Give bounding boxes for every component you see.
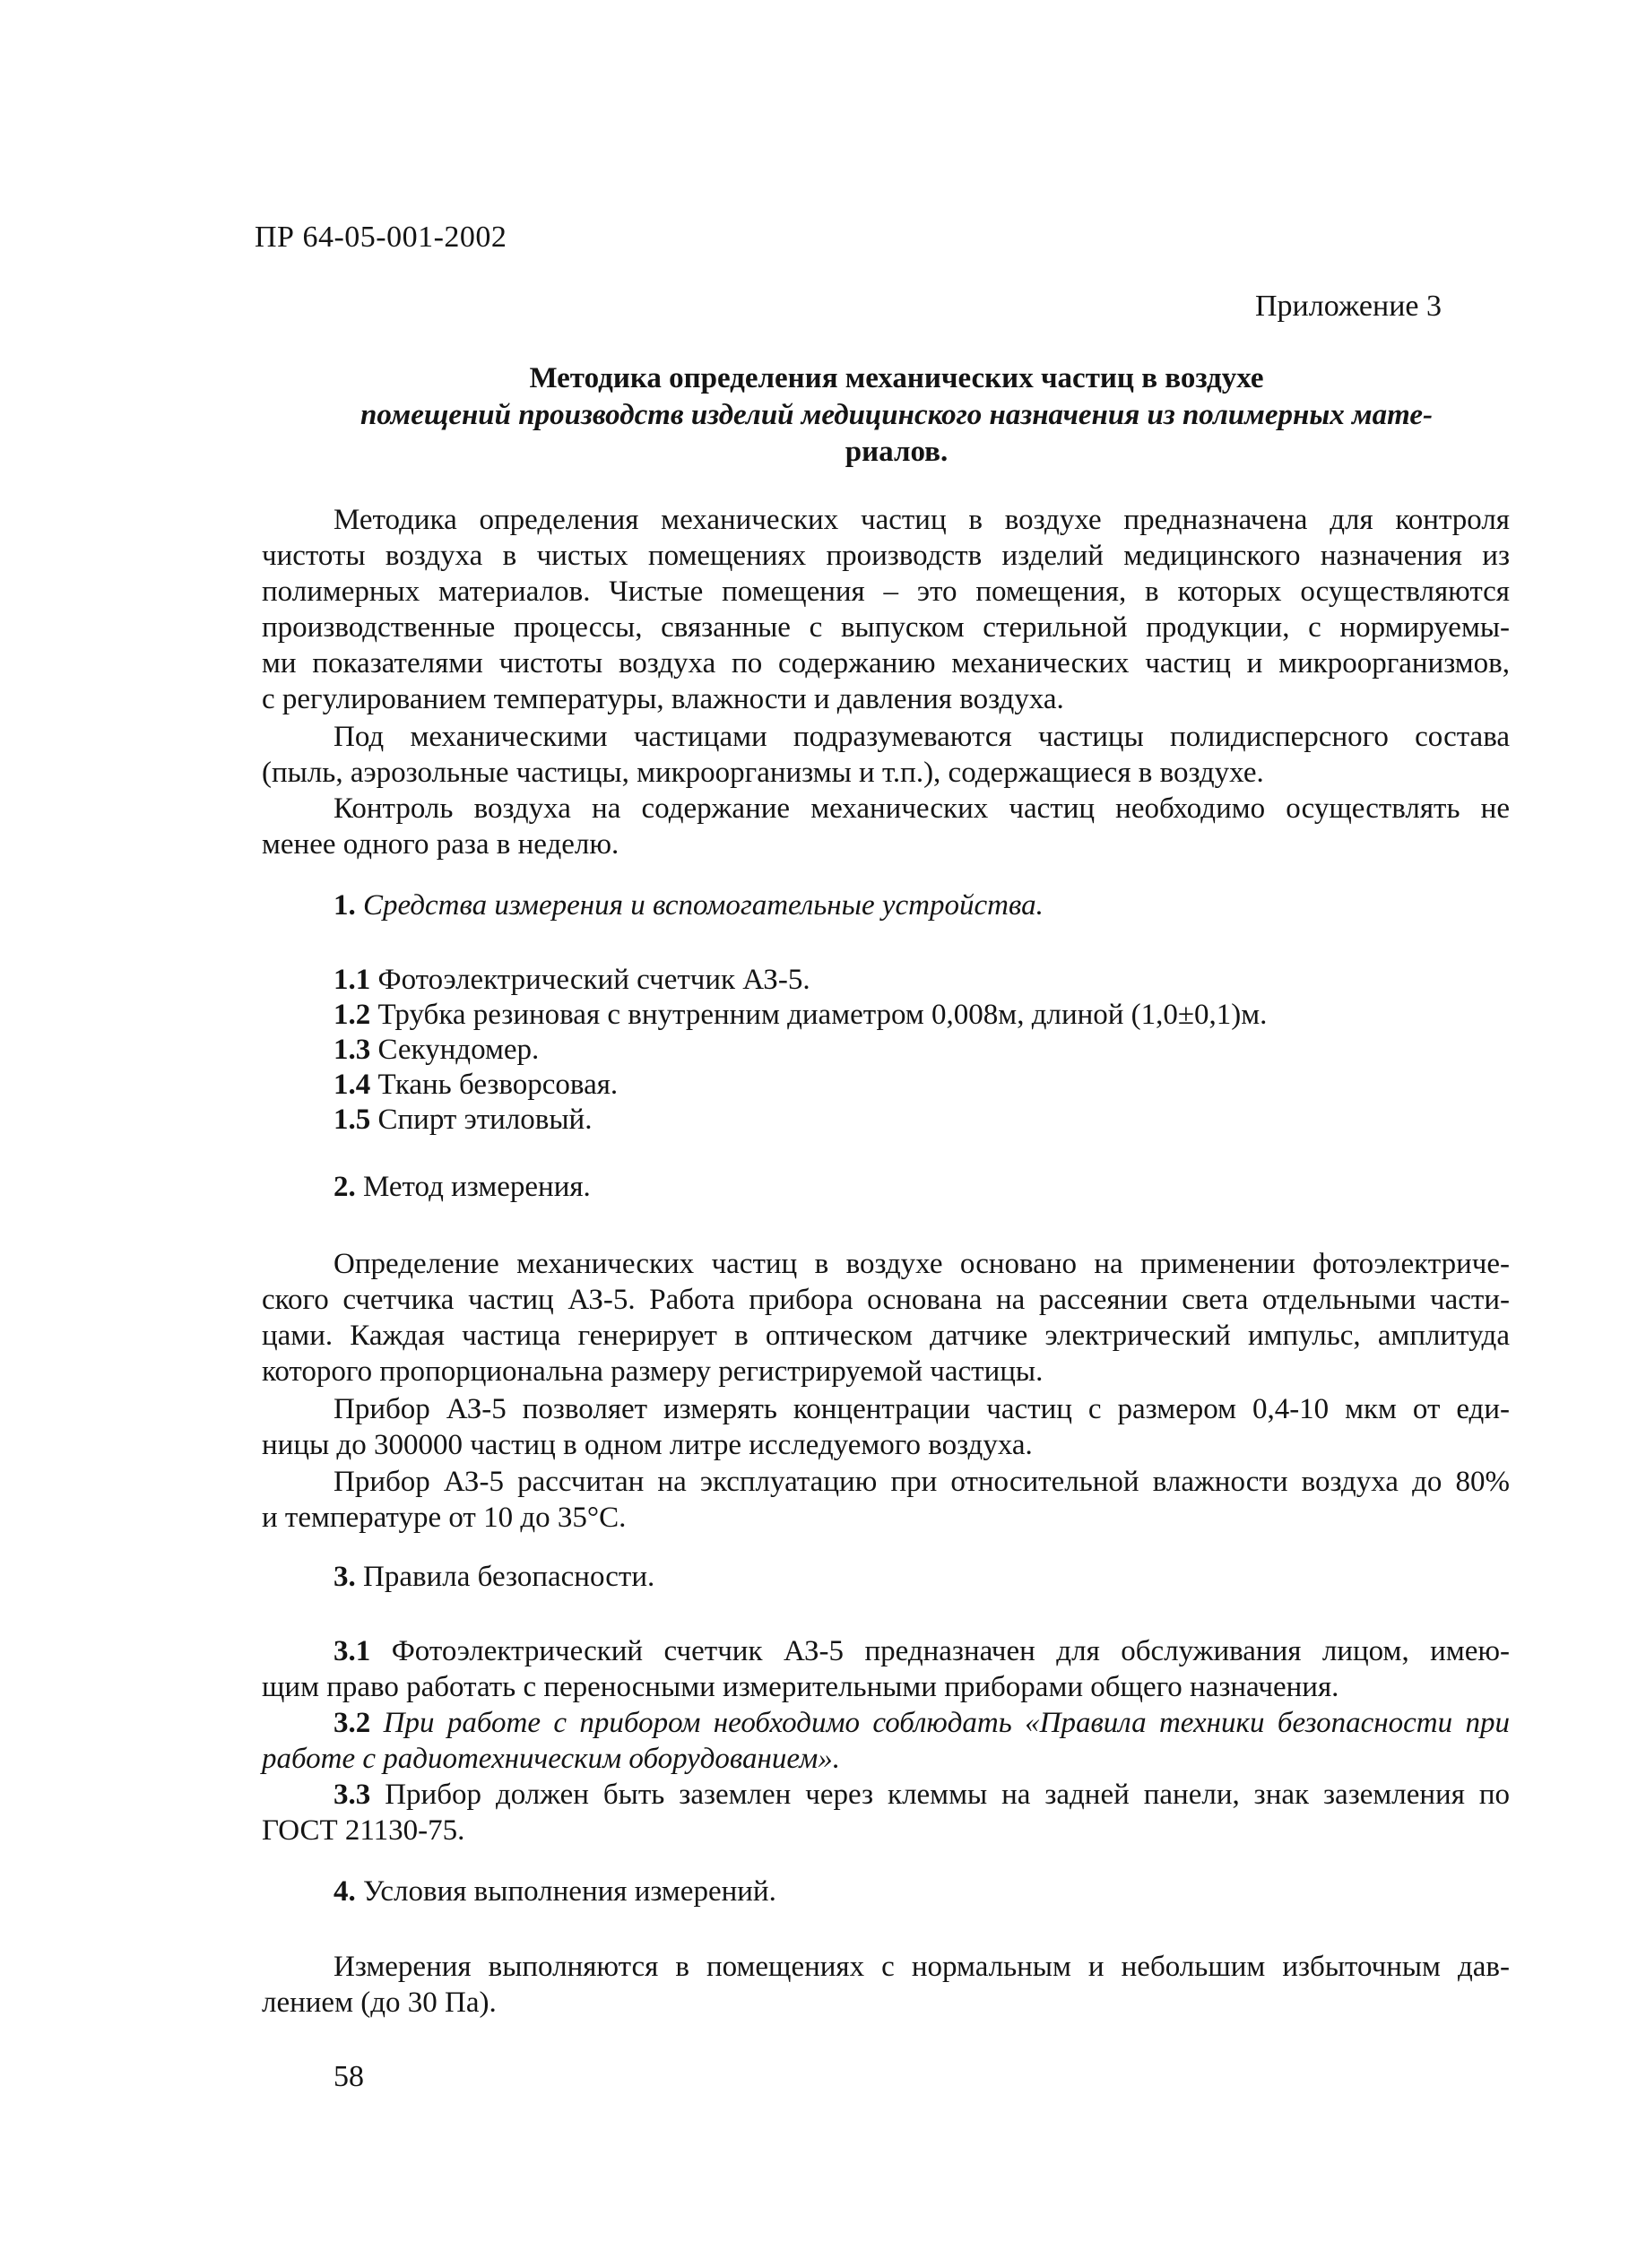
text-line: Определение механических частиц в воздухе основано на применении фотоэлектриче- [334,1248,1510,1280]
section-4-heading [334,1875,776,1909]
title-line-3: риалов. [845,436,949,468]
text-line: и температуре от 10 до 35°С. [262,1502,627,1534]
intro-paragraph-1 [262,502,1510,717]
item-number: 1.4 [334,1069,371,1101]
text-line: ми показателями чистоты воздуха по содержанию механических частиц и микроорганизмов, [262,647,1510,680]
page-number: 58 [334,2060,364,2093]
text-line: полимерных материалов. Чистые помещения – это помещения, в которых осуществляются [262,576,1510,608]
section-3-item-1 [262,1633,1510,1705]
text-line [262,1777,1510,1813]
text-line: Под механическими частицами подразумеваются частицы полидисперсного состава [334,721,1510,753]
item-text: Прибор должен быть заземлен через клеммы на задней панели, знак заземления по [370,1779,1510,1811]
item-number: 1.3 [334,1034,371,1066]
text-line: лением (до 30 Па). [262,1987,497,2019]
intro-paragraph-2 [262,719,1510,791]
text-line: щим право работать с переносными измерительными приборами общего назначения. [262,1671,1339,1703]
section-2-paragraph-1 [262,1246,1510,1389]
list-item [334,1034,539,1067]
section-title: Условия выполнения измерений. [355,1875,776,1908]
section-title: Правила безопасности. [355,1561,655,1593]
title-line-1: Методика определения механических частиц в воздухе [529,362,1264,394]
text-line: Измерения выполняются в помещениях с нормальным и небольшим избыточным дав- [334,1951,1510,1983]
section-3-item-3 [262,1777,1510,1848]
text-line: ГОСТ 21130-75. [262,1814,465,1847]
item-text: Секундомер. [370,1034,540,1066]
text-line [262,1705,1510,1741]
section-4-paragraph-1 [262,1949,1510,2021]
text-line: (пыль, аэрозольные частицы, микроорганизмы и т.п.), содержащиеся в воздухе. [262,757,1264,789]
section-3-heading [334,1561,654,1594]
item-number: 1.2 [334,999,371,1031]
text-line: Контроль воздуха на содержание механических частиц необходимо осуществлять не [334,792,1510,825]
appendix-label: Приложение 3 [1255,290,1442,323]
document-code: ПР 64-05-001-2002 [255,221,507,254]
section-number: 3. [334,1561,356,1593]
text-line: Прибор АЗ-5 позволяет измерять концентрации частиц с размером 0,4-10 мкм от еди- [334,1393,1510,1425]
item-text: Трубка резиновая с внутренним диаметром 0,008м, длиной (1,0±0,1)м. [370,999,1268,1031]
section-2-paragraph-3 [262,1464,1510,1536]
item-number: 1.1 [334,964,371,996]
section-1-heading [334,889,1044,922]
text-line: цами. Каждая частица генерирует в оптическом датчике электрический импульс, амплитуда [262,1320,1510,1352]
text-line: Прибор АЗ-5 рассчитан на эксплуатацию при относительной влажности воздуха до 80% [334,1466,1510,1498]
section-title: Метод измерения. [355,1171,591,1203]
list-item [334,1104,592,1137]
item-number: 3.1 [334,1635,371,1667]
section-2-heading [334,1171,591,1204]
item-number: 3.3 [334,1779,371,1811]
text-line: менее одного раза в неделю. [262,828,619,861]
text-line: Методика определения механических частиц в воздухе предназначена для контроля [334,504,1510,536]
item-text: Ткань безворсовая. [370,1069,619,1101]
section-number: 1. [334,889,356,922]
text-line: ского счетчика частиц АЗ-5. Работа прибора основана на рассеянии света отдельными части- [262,1284,1510,1316]
section-number: 2. [334,1171,356,1203]
section-2-paragraph-2 [262,1391,1510,1463]
list-item [334,1069,618,1102]
item-text: Фотоэлектрический счетчик АЗ-5. [370,964,810,996]
text-line: работе с радиотехническим оборудованием». [262,1743,841,1775]
text-line: чистоты воздуха в чистых помещениях производств изделий медицинского назначения из [262,540,1510,572]
list-item [334,964,810,997]
text-line [262,1633,1510,1669]
section-number: 4. [334,1875,356,1908]
text-line: ницы до 300000 частиц в одном литре исследуемого воздуха. [262,1429,1033,1461]
text-line: производственные процессы, связанные с выпуском стерильной продукции, с нормируемы- [262,611,1510,644]
item-text: Фотоэлектрический счетчик АЗ-5 предназначен для обслуживания лицом, имею- [370,1635,1510,1667]
title-line-2: помещений производств изделий медицинского назначения из полимерных мате- [360,399,1433,431]
section-3-item-2 [262,1705,1510,1777]
item-number: 1.5 [334,1104,371,1136]
intro-paragraph-3 [262,791,1510,862]
item-text: Спирт этиловый. [370,1104,593,1136]
list-item [334,999,1267,1032]
section-title: Средства измерения и вспомогательные устройства. [355,889,1044,922]
item-text: При работе с прибором необходимо соблюдать «Правила техники безопасности при [370,1707,1510,1739]
text-line: которого пропорциональна размеру регистрируемой частицы. [262,1355,1044,1388]
text-line: с регулированием температуры, влажности и давления воздуха. [262,683,1064,715]
item-number: 3.2 [334,1707,371,1739]
